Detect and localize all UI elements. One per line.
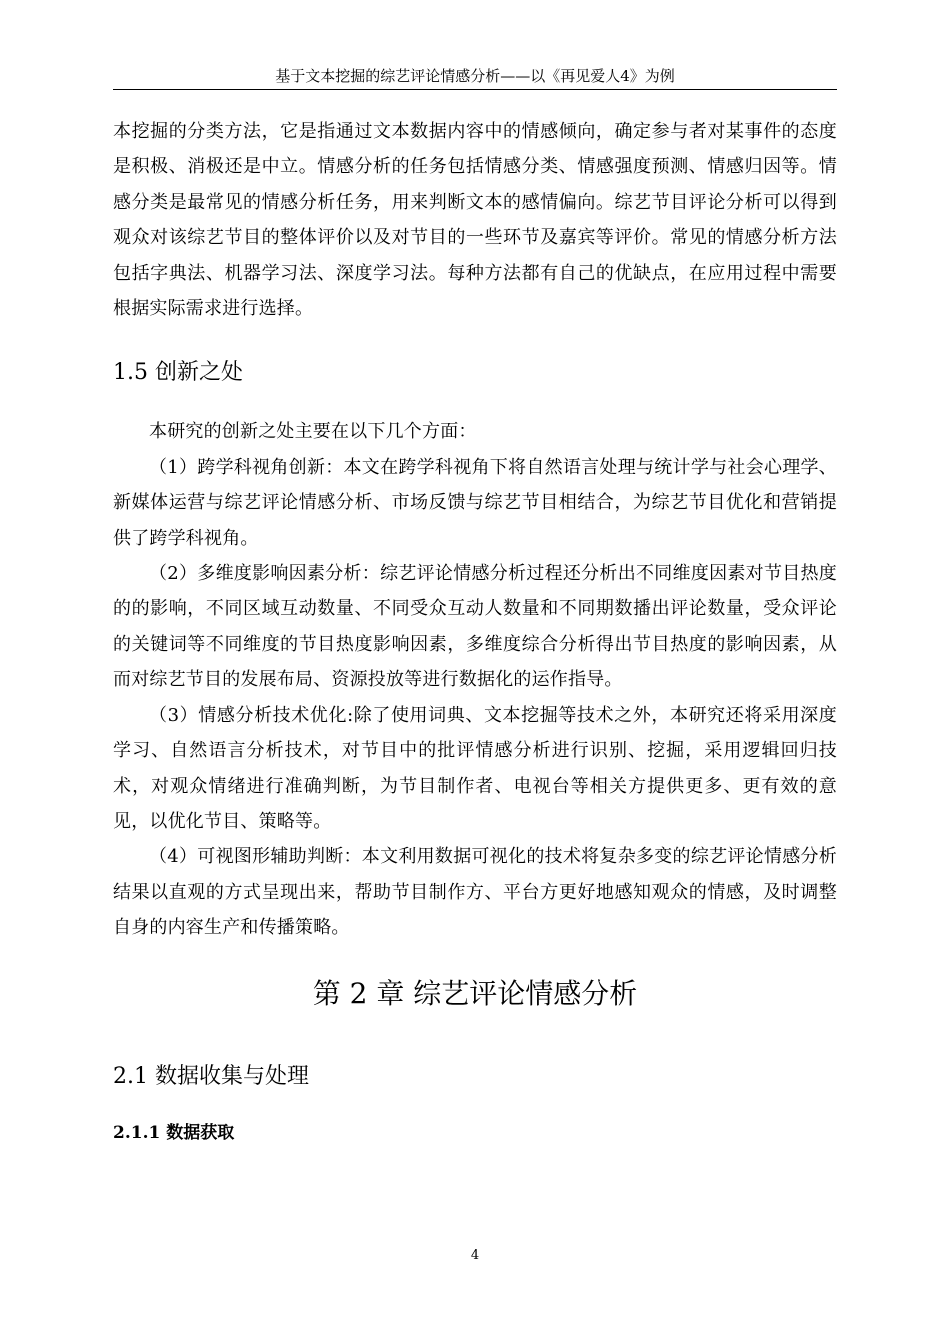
section-2-1-heading: 2.1 数据收集与处理 [113, 1063, 309, 1089]
subsection-2-1-1-heading: 2.1.1 数据获取 [113, 1122, 235, 1143]
page-number: 4 [470, 1248, 480, 1263]
innovation-item-4: （4）可视图形辅助判断：本文利用数据可视化的技术将复杂多变的综艺评论情感分析结果以直观的方式呈现出来，帮助节目制作方、平台方更好地感知观众的情感，及时调整自身的内容生产和传播策略。 [113, 846, 837, 939]
running-header: 基于文本挖掘的综艺评论情感分析——以《再见爱人4》为例 [113, 66, 837, 90]
innovation-item-1: （1）跨学科视角创新：本文在跨学科视角下将自然语言处理与统计学与社会心理学、新媒体运营与综艺评论情感分析、市场反馈与综艺节目相结合，为综艺节目优化和营销提供了跨学科视角。 [113, 456, 837, 549]
innovation-item-3: （3）情感分析技术优化:除了使用词典、文本挖掘等技术之外，本研究还将采用深度学习、自然语言分析技术，对节目中的批评情感分析进行识别、挖掘，采用逻辑回归技术，对观众情绪进行准确判断，为节目制作者、电视台等相关方提供更多、更有效的意见，以优化节目、策略等。 [113, 704, 837, 832]
page-content [113, 114, 837, 1146]
chapter-2-title: 第 2 章 综艺评论情感分析 [312, 976, 638, 1010]
intro-paragraph: 本挖掘的分类方法，它是指通过文本数据内容中的情感倾向，确定参与者对某事件的态度是积极、消极还是中立。情感分析的任务包括情感分类、情感强度预测、情感归因等。情感分类是最常见的情感分析任务，用来判断文本的感情偏向。综艺节目评论分析可以得到观众对该综艺节目的整体评价以及对节目的一些环节及嘉宾等评价。常见的情感分析方法包括字典法、机器学习法、深度学习法。每种方法都有自己的优缺点，在应用过程中需要根据实际需求进行选择。 [113, 121, 837, 320]
section-1-5-lead: 本研究的创新之处主要在以下几个方面： [149, 421, 477, 443]
innovation-item-2: （2）多维度影响因素分析：综艺评论情感分析过程还分析出不同维度因素对节目热度的的影响，不同区域互动数量、不同受众互动人数量和不同期数播出评论数量，受众评论的关键词等不同维度的节目热度影响因素，多维度综合分析得出节目热度的影响因素，从而对综艺节目的发展布局、资源投放等进行数据化的运作指导。 [113, 563, 837, 691]
section-1-5-heading: 1.5 创新之处 [113, 360, 243, 386]
